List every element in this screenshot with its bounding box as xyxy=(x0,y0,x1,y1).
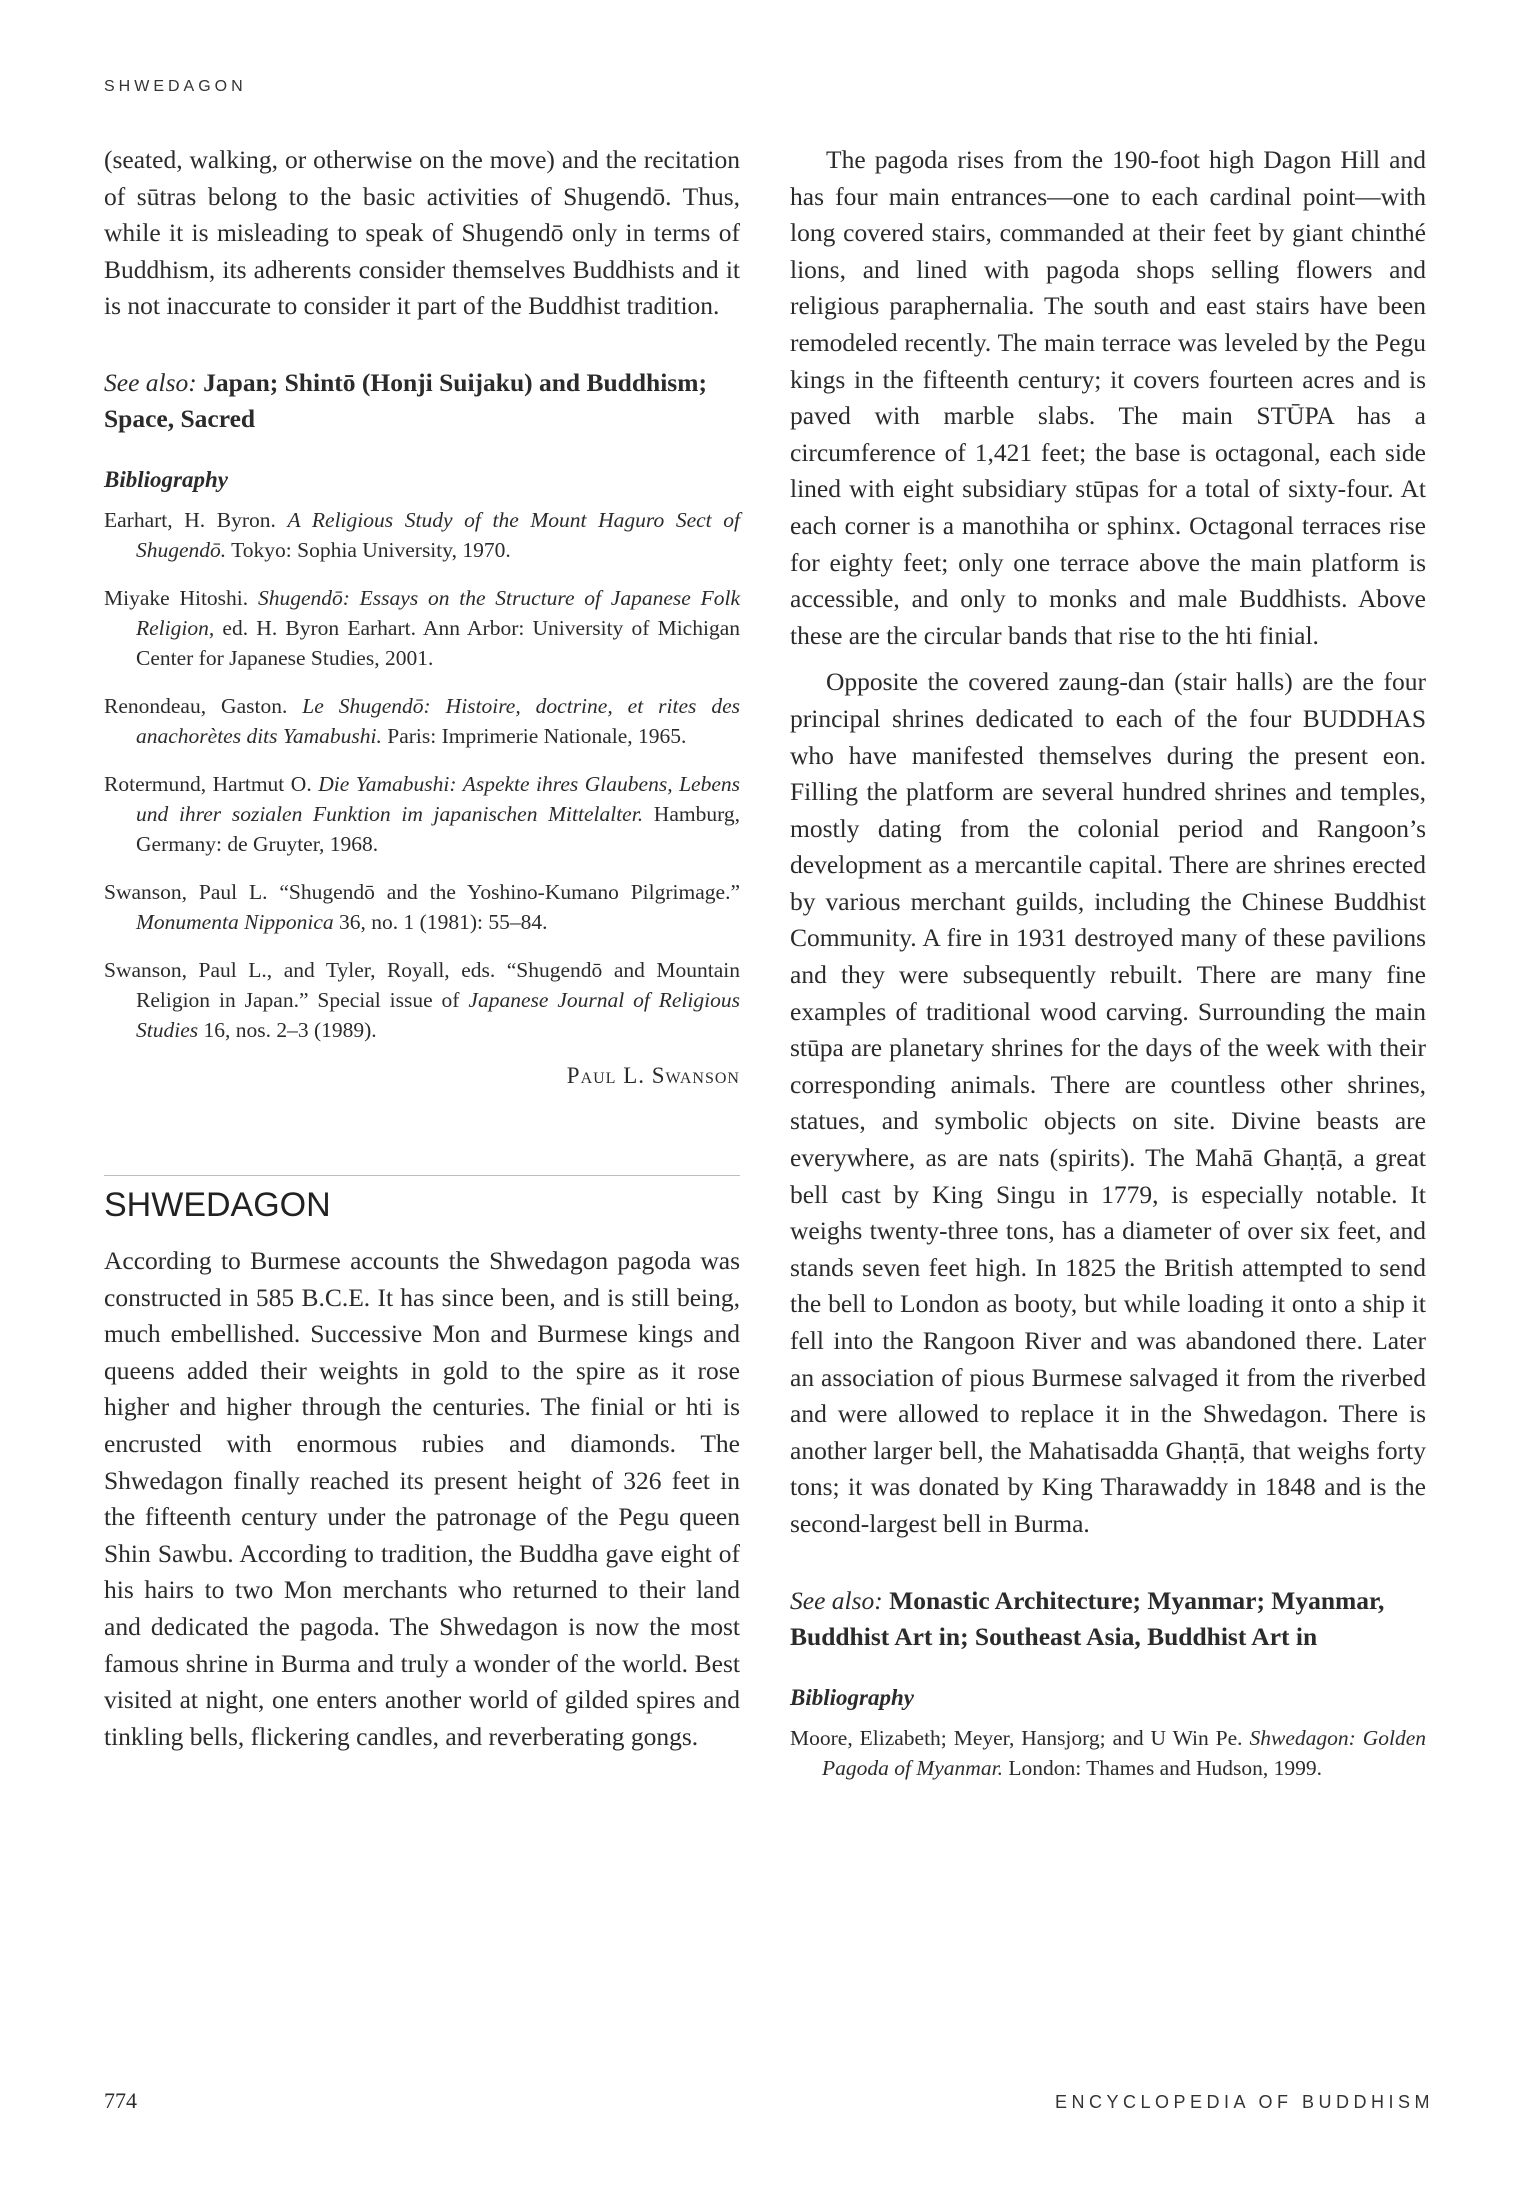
running-head: SHWEDAGON xyxy=(104,78,247,95)
article-paragraph: Opposite the covered zaung-dan (stair halls) are the four principal shrines dedicated to each of the four BUDDHAS who have manifested themselves during the present eon. Filling the platform are several hundred shrines and temples, mostly dating from the colonial period and Rangoon’s development as a mercantile capital. There are shrines erected by various merchant guilds, including the Chinese Buddhist Community. A fire in 1931 destroyed many of these pavilions and they were subsequently rebuilt. There are many fine examples of traditional wood carving. Surrounding the main stūpa are planetary shrines for the days of the week with their corresponding animals. There are countless other shrines, statues, and symbolic objects on site. Divine beasts are everywhere, as are nats (spirits). The Mahā Ghaṇṭā, a great bell cast by King Singu in 1779, is especially notable. It weighs twenty-three tons, has a diameter of over six feet, and stands seven feet high. In 1825 the British attempted to send the bell to London as booty, but while loading it onto a ship it fell into the Rangoon River and was abandoned there. Later an association of pious Burmese salvaged it from the riverbed and were allowed to replace it in the Shwedagon. There is another larger bell, the Mahatisadda Ghaṇṭā, that weighs forty tons; it was donated by King Tharawaddy in 1848 and is the second-largest bell in Burma. xyxy=(790,667,1426,1538)
left-column xyxy=(104,142,740,1755)
bibliography-heading: Bibliography xyxy=(104,466,228,492)
page-number: 774 xyxy=(104,2088,137,2113)
see-also-links[interactable]: Monastic Architecture; Myanmar; Myanmar, Buddhist Art in; Southeast Asia, Buddhist Art in xyxy=(790,1585,1385,1651)
book-title: ENCYCLOPEDIA OF BUDDHISM xyxy=(1054,2092,1434,2112)
see-also-links[interactable]: Japan; Shintō (Honji Suijaku) and Buddhism; Space, Sacred xyxy=(104,367,707,433)
bibliography-entry: Earhart, H. Byron. A Religious Study of the Mount Haguro Sect of Shugendō. Tokyo: Sophia University, 1970. xyxy=(104,507,740,562)
article-paragraph: According to Burmese accounts the Shwedagon pagoda was constructed in 585 B.C.E. It has since been, and is still being, much embellished. Successive Mon and Burmese kings and queens added their weights in gold to the spire as it rose higher and higher through the centuries. The finial or hti is encrusted with enormous rubies and diamonds. The Shwedagon finally reached its present height of 326 feet in the fifteenth century under the patronage of the Pegu queen Shin Sawbu. According to tradition, the Buddha gave eight of his hairs to two Mon merchants who returned to their land and dedicated the pagoda. The Shwedagon is now the most famous shrine in Burma and truly a wonder of the world. Best visited at night, one enters another world of gilded spires and tinkling bells, flickering candles, and reverberating gongs. xyxy=(104,1245,740,1751)
author-signature: Paul L. Swanson xyxy=(566,1062,740,1088)
see-also-shugendo xyxy=(104,365,740,437)
article-divider xyxy=(104,1175,740,1176)
bibliography-entry: Rotermund, Hartmut O. Die Yamabushi: Aspekte ihres Glaubens, Lebens und ihrer sozialen Funktion im japanischen Mittelalter. Hamburg, Germany: de Gruyter, 1968. xyxy=(104,771,740,856)
bibliography-heading: Bibliography xyxy=(790,1684,914,1710)
article-paragraph: The pagoda rises from the 190-foot high Dagon Hill and has four main entrances—one to each cardinal point—with long covered stairs, commanded at their feet by giant chinthé lions, and lined with pagoda shops selling flowers and religious paraphernalia. The south and east stairs have been remodeled recently. The main terrace was leveled by the Pegu kings in the fifteenth century; it covers fourteen acres and is paved with marble slabs. The main STŪPA has a circumference of 1,421 feet; the base is octagonal, each side lined with eight subsidiary stūpas for a total of sixty-four. At each corner is a manothiha or sphinx. Octagonal terraces rise for eighty feet; only one terrace above the main platform is accessible, and only to monks and male Buddhists. Above these are the circular bands that rise to the hti finial. xyxy=(790,145,1426,650)
continued-paragraph: (seated, walking, or otherwise on the move) and the recitation of sūtras belong to the basic activities of Shugendō. Thus, while it is misleading to speak of Shugendō only in terms of Buddhism, its adherents consider themselves Buddhists and it is not inaccurate to consider it part of the Buddhist tradition. xyxy=(104,145,740,321)
bibliography-entry: Swanson, Paul L., and Tyler, Royall, eds. “Shugendō and Mountain Religion in Japan.” Special issue of Japanese Journal of Religious Studies 16, nos. 2–3 (1989). xyxy=(104,957,740,1042)
bibliography-entry: Miyake Hitoshi. Shugendō: Essays on the Structure of Japanese Folk Religion, ed. H. Byron Earhart. Ann Arbor: University of Michigan Center for Japanese Studies, 2001. xyxy=(104,585,740,670)
article-title: SHWEDAGON xyxy=(104,1185,331,1224)
bibliography-entry: Moore, Elizabeth; Meyer, Hansjorg; and U Win Pe. Shwedagon: Golden Pagoda of Myanmar. London: Thames and Hudson, 1999. xyxy=(790,1725,1426,1780)
right-column xyxy=(790,142,1426,1801)
bibliography-entry: Swanson, Paul L. “Shugendō and the Yoshino-Kumano Pilgrimage.” Monumenta Nipponica 36, no. 1 (1981): 55–84. xyxy=(104,879,740,934)
see-also-label: See also: xyxy=(104,367,197,397)
see-also-label: See also: xyxy=(790,1585,883,1615)
see-also-shwedagon xyxy=(790,1583,1426,1655)
bibliography-entry: Renondeau, Gaston. Le Shugendō: Histoire, doctrine, et rites des anachorètes dits Yamabushi. Paris: Imprimerie Nationale, 1965. xyxy=(104,693,740,748)
